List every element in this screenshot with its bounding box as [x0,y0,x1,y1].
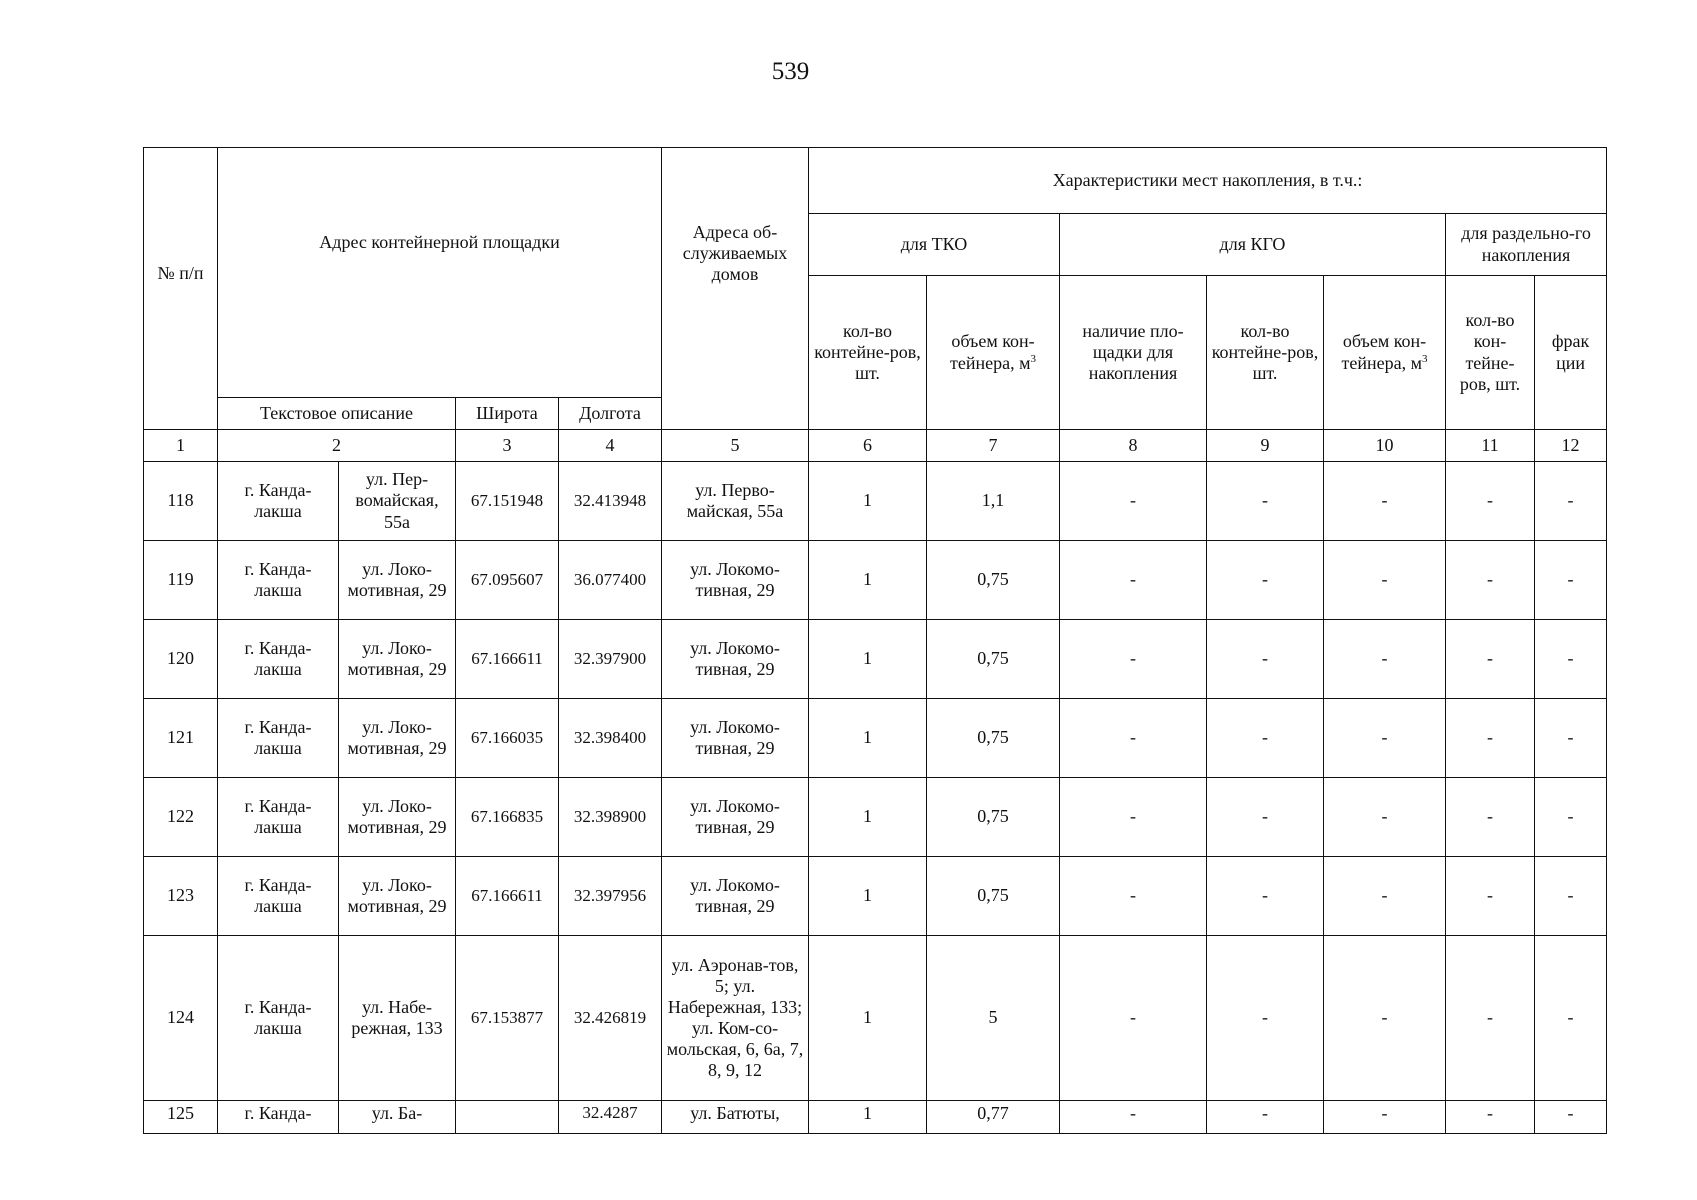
cell-c7: 0,75 [927,541,1060,620]
header-served-addresses: Адреса об-служиваемых домов [662,148,809,430]
cell-c10: - [1324,1101,1446,1134]
cell-served: ул. Локомо-тивная, 29 [662,857,809,936]
column-number-row [144,430,1607,462]
table-row [144,541,1607,620]
cell-street: ул. Локо-мотивная, 29 [339,857,456,936]
cell-street: ул. Набе-режная, 133 [339,936,456,1101]
cell-street: ул. Локо-мотивная, 29 [339,699,456,778]
cell-c6: 1 [809,936,927,1101]
cell-latitude: 67.153877 [456,936,559,1101]
header-tko: для ТКО [809,214,1060,276]
cell-c6: 1 [809,541,927,620]
header-c8: наличие пло-щадки для накопления [1060,276,1207,430]
column-number: 11 [1446,430,1535,462]
cell-longitude: 32.4287 [559,1101,662,1134]
cell-num: 124 [144,936,218,1101]
header-separate: для раздельно-го накопления [1446,214,1607,276]
cell-city: г. Канда-лакша [218,620,339,699]
cell-c6: 1 [809,462,927,541]
cell-served: ул. Батюты, [662,1101,809,1134]
cell-c10: - [1324,620,1446,699]
cell-c8: - [1060,857,1207,936]
cell-c11: - [1446,462,1535,541]
header-c7: объем кон-тейнера, $м^3$ [927,276,1060,430]
page-number: 539 [771,58,810,85]
cell-c8: - [1060,620,1207,699]
cell-city: г. Канда-лакша [218,936,339,1101]
cell-num: 121 [144,699,218,778]
cell-c11: - [1446,620,1535,699]
cell-c9: - [1207,936,1324,1101]
cell-c9: - [1207,699,1324,778]
column-number: 9 [1207,430,1324,462]
cell-c9: - [1207,462,1324,541]
cell-city: г. Канда- [218,1101,339,1134]
cell-c9: - [1207,1101,1324,1134]
cell-c9: - [1207,541,1324,620]
cell-served: ул. Локомо-тивная, 29 [662,541,809,620]
cell-c10: - [1324,541,1446,620]
column-number: 10 [1324,430,1446,462]
cell-street: ул. Локо-мотивная, 29 [339,778,456,857]
column-number: 8 [1060,430,1207,462]
cell-c11: - [1446,857,1535,936]
cell-served: ул. Локомо-тивная, 29 [662,699,809,778]
table-row [144,936,1607,1101]
table-row [144,778,1607,857]
cell-c10: - [1324,936,1446,1101]
header-address: Адрес контейнерной площадки [218,148,662,398]
cell-num: 123 [144,857,218,936]
cell-longitude: 32.397900 [559,620,662,699]
table-row [144,857,1607,936]
cell-num: 118 [144,462,218,541]
cell-city: г. Канда-лакша [218,462,339,541]
header-c12: фрак ции [1535,276,1607,430]
cell-c8: - [1060,936,1207,1101]
cell-c12: - [1535,857,1607,936]
cell-c6: 1 [809,699,927,778]
cell-latitude: 67.166611 [456,857,559,936]
header-c6: кол-во контейне-ров, шт. [809,276,927,430]
cell-c7: 0,77 [927,1101,1060,1134]
table-row [144,699,1607,778]
cell-latitude [456,1101,559,1134]
cell-latitude: 67.151948 [456,462,559,541]
cell-served: ул. Локомо-тивная, 29 [662,778,809,857]
cell-c7: 5 [927,936,1060,1101]
header-num: № п/п [144,148,218,430]
cell-c9: - [1207,620,1324,699]
cell-latitude: 67.095607 [456,541,559,620]
header-text-description: Текстовое описание [218,398,456,430]
cell-c11: - [1446,778,1535,857]
header-c10: объем кон-тейнера, $м^3$ [1324,276,1446,430]
cell-c7: 0,75 [927,620,1060,699]
cell-c9: - [1207,857,1324,936]
cell-c6: 1 [809,620,927,699]
cell-latitude: 67.166035 [456,699,559,778]
table-row [144,462,1607,541]
cell-c8: - [1060,541,1207,620]
cell-c12: - [1535,462,1607,541]
cell-longitude: 36.077400 [559,541,662,620]
column-number: 4 [559,430,662,462]
cell-c10: - [1324,778,1446,857]
column-number: 5 [662,430,809,462]
table-body [144,462,1607,1134]
cell-served: ул. Локомо-тивная, 29 [662,620,809,699]
cell-c10: - [1324,462,1446,541]
container-sites-table [143,147,1607,1134]
table-row [144,620,1607,699]
cell-street: ул. Ба- [339,1101,456,1134]
cell-c11: - [1446,1101,1535,1134]
cell-c12: - [1535,936,1607,1101]
header-c11: кол-во кон-тейне-ров, шт. [1446,276,1535,430]
cell-city: г. Канда-лакша [218,857,339,936]
header-characteristics: Характеристики мест накопления, в т.ч.: [809,148,1607,214]
column-number: 1 [144,430,218,462]
cell-street: ул. Локо-мотивная, 29 [339,620,456,699]
cell-c11: - [1446,936,1535,1101]
cell-city: г. Канда-лакша [218,541,339,620]
header-longitude: Долгота [559,398,662,430]
cell-latitude: 67.166835 [456,778,559,857]
cell-served: ул. Перво-майская, 55а [662,462,809,541]
header-kgo: для КГО [1060,214,1446,276]
header-c9: кол-во контейне-ров, шт. [1207,276,1324,430]
header-latitude: Широта [456,398,559,430]
column-number: 12 [1535,430,1607,462]
cell-latitude: 67.166611 [456,620,559,699]
cell-city: г. Канда-лакша [218,699,339,778]
cell-c6: 1 [809,857,927,936]
cell-longitude: 32.398900 [559,778,662,857]
cell-c9: - [1207,778,1324,857]
cell-num: 125 [144,1101,218,1134]
column-number: 7 [927,430,1060,462]
cell-street: ул. Локо-мотивная, 29 [339,541,456,620]
cell-c11: - [1446,541,1535,620]
cell-served: ул. Аэронав-тов, 5; ул. Набережная, 133; ул. Ком-со-мольская, 6, 6а, 7, 8, 9, 12 [662,936,809,1101]
cell-c6: 1 [809,778,927,857]
cell-c8: - [1060,1101,1207,1134]
cell-c12: - [1535,699,1607,778]
cell-longitude: 32.413948 [559,462,662,541]
cell-c8: - [1060,778,1207,857]
cell-c8: - [1060,462,1207,541]
cell-city: г. Канда-лакша [218,778,339,857]
cell-c12: - [1535,778,1607,857]
cell-street: ул. Пер-вомайская, 55а [339,462,456,541]
table-row [144,1101,1607,1134]
column-number: 2 [218,430,456,462]
cell-c11: - [1446,699,1535,778]
cell-longitude: 32.397956 [559,857,662,936]
column-number: 6 [809,430,927,462]
cell-num: 119 [144,541,218,620]
cell-c12: - [1535,541,1607,620]
cell-c10: - [1324,699,1446,778]
cell-c7: 1,1 [927,462,1060,541]
cell-c6: 1 [809,1101,927,1134]
table-header [144,148,1607,462]
cell-num: 122 [144,778,218,857]
cell-longitude: 32.398400 [559,699,662,778]
cell-c12: - [1535,1101,1607,1134]
cell-c8: - [1060,699,1207,778]
cell-longitude: 32.426819 [559,936,662,1101]
cell-c10: - [1324,857,1446,936]
cell-c7: 0,75 [927,778,1060,857]
cell-num: 120 [144,620,218,699]
column-number: 3 [456,430,559,462]
cell-c7: 0,75 [927,699,1060,778]
cell-c12: - [1535,620,1607,699]
cell-c7: 0,75 [927,857,1060,936]
